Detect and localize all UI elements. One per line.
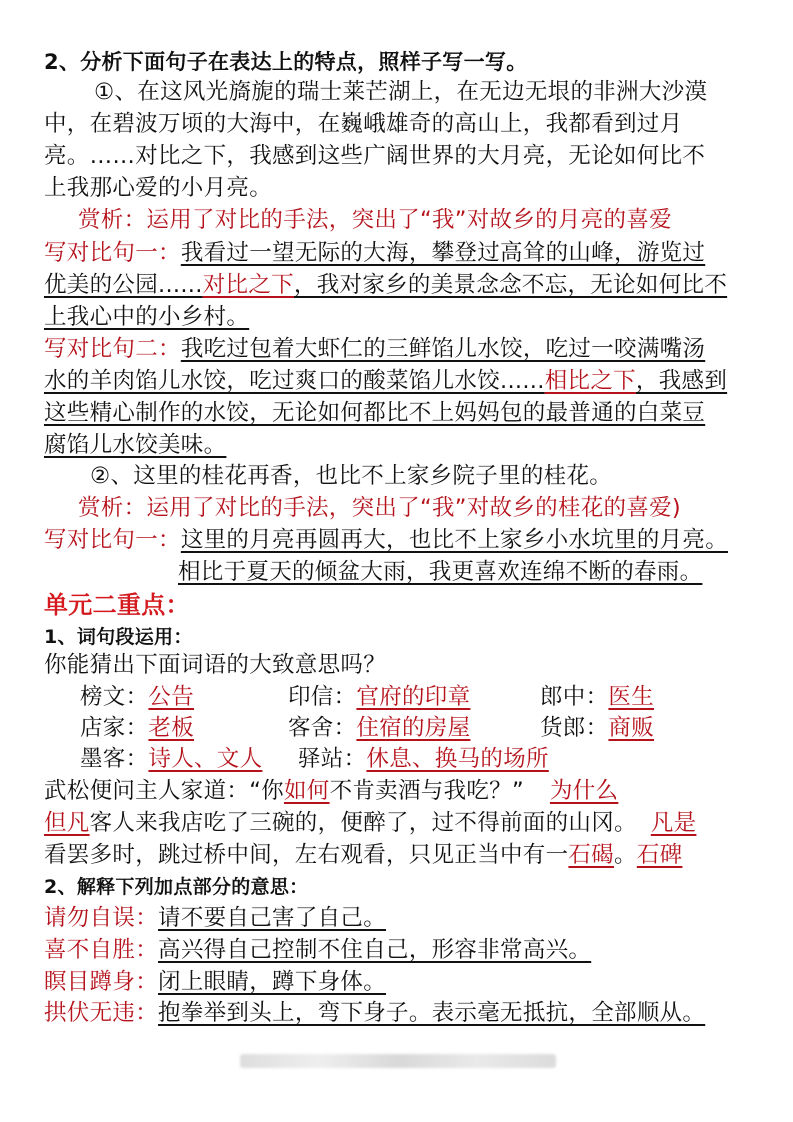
example-1-line-1: ①、在这风光旖旎的瑞士莱芒湖上，在无边无垠的非洲大沙漠 (94, 79, 708, 105)
write-sentence-2-text-c: 这些精心制作的水饺，无论如何都比不上妈妈包的最普通的白菜豆 (44, 400, 706, 426)
passage-highlight: 但凡 (44, 810, 90, 836)
vocab-term: 货郎： (540, 715, 609, 741)
unit-2-subheading-2: 2、解释下列加点部分的意思： (44, 876, 309, 898)
passage-text: 客人来我店吃了三碗的，便醉了，过不得前面的山冈。 (89, 810, 637, 836)
example-1-line-3: 亮。……对比之下，我感到这些广阔世界的大月亮，无论如何比不 (44, 143, 706, 169)
write-sentence-1-label: 写对比句一： (44, 240, 181, 266)
write-sentence-3-line-1 (44, 525, 728, 555)
vocab-term: 郎中： (540, 684, 609, 710)
vocab-meaning: 诗人、文人 (148, 746, 263, 772)
idiom-item (44, 967, 386, 997)
vocab-meaning: 住宿的房屋 (356, 715, 471, 741)
vocab-item (80, 713, 194, 743)
idiom-meaning: 请不要自己害了自己。 (158, 905, 387, 931)
idiom-term: 瞑目蹲身： (44, 969, 159, 995)
vocab-item (540, 713, 654, 743)
idiom-meaning: 抱拳举到头上，弯下身子。表示毫无抵抗，全部顺从。 (158, 1000, 706, 1026)
write-sentence-2-label: 写对比句二： (44, 336, 181, 362)
passage-text: 武松便问主人家道：“你 (44, 778, 284, 804)
write-sentence-3-label: 写对比句一： (44, 527, 181, 553)
vocab-meaning: 商贩 (608, 715, 655, 741)
vocab-item (288, 713, 470, 743)
passage-highlight: 如何 (283, 778, 330, 804)
vocab-term: 榜文： (80, 684, 149, 710)
vocab-term: 印信： (288, 684, 357, 710)
write-sentence-2-line-1 (44, 334, 705, 364)
vocab-meaning: 公告 (148, 684, 195, 710)
example-1-line-4: 上我那心爱的小月亮。 (44, 175, 273, 201)
write-sentence-2-highlight: 相比之下 (544, 368, 636, 394)
idiom-meaning: 闭上眼睛，蹲下身体。 (158, 969, 387, 995)
passage-answer: 石碑 (636, 842, 683, 868)
vocab-meaning: 官府的印章 (356, 684, 471, 710)
passage-line-3 (44, 840, 682, 870)
idiom-item (44, 903, 386, 933)
write-sentence-3-text-b: 相比于夏天的倾盆大雨，我更喜欢连绵不断的春雨。 (178, 559, 703, 585)
vocab-item (540, 682, 654, 712)
idiom-item (44, 935, 591, 965)
vocab-item (298, 744, 549, 774)
idiom-term: 请勿自误： (44, 905, 159, 931)
write-sentence-1-text-a: 我看过一望无际的大海，攀登过高耸的山峰，游览过 (180, 240, 706, 266)
write-sentence-2-text-d: 腐馅儿水饺美味。 (44, 432, 227, 458)
write-sentence-1-line-1 (44, 238, 705, 268)
idiom-item (44, 998, 705, 1028)
vocab-question: 你能猜出下面词语的大致意思吗？ (44, 652, 387, 678)
write-sentence-1-text-b3: ，我对家乡的美景念念不忘，无论如何比不 (293, 272, 728, 298)
appreciation-2: 赏析：运用了对比的手法，突出了“我”对故乡的桂花的喜爱) (78, 495, 681, 521)
write-sentence-1-line-2 (44, 270, 727, 300)
write-sentence-2-text-b3: ，我感到 (635, 368, 728, 394)
passage-line-2 (44, 808, 696, 838)
vocab-term: 客舍： (288, 715, 357, 741)
idiom-term: 喜不自胜： (44, 937, 159, 963)
passage-answer: 凡是 (650, 810, 697, 836)
passage-text: 。 (614, 842, 637, 868)
idiom-meaning: 高兴得自己控制不住自己，形容非常高兴。 (158, 937, 592, 963)
blurred-footer-watermark (240, 1054, 556, 1068)
write-sentence-2-text-b1: 水的羊肉馅儿水饺，吃过爽口的酸菜馅儿水饺...... (44, 368, 545, 394)
vocab-term: 墨客： (80, 746, 149, 772)
section-2-title: 2、分析下面句子在表达上的特点，照样子写一写。 (44, 50, 528, 74)
vocab-item (80, 682, 194, 712)
vocab-item (288, 682, 470, 712)
vocab-meaning: 老板 (148, 715, 195, 741)
appreciation-1: 赏析：运用了对比的手法，突出了“我”对故乡的月亮的喜爱 (78, 207, 672, 233)
unit-2-subheading-1: 1、词句段运用： (44, 626, 193, 648)
write-sentence-2-line-4 (44, 430, 226, 460)
idiom-term: 拱伏无违： (44, 1000, 159, 1026)
vocab-meaning: 医生 (608, 684, 655, 710)
vocab-term: 店家： (80, 715, 149, 741)
unit-2-title: 单元二重点： (44, 591, 190, 619)
passage-highlight: 石碣 (568, 842, 615, 868)
write-sentence-1-highlight: 对比之下 (202, 272, 294, 298)
passage-answer: 为什么 (549, 778, 619, 804)
passage-line-1 (44, 776, 618, 806)
write-sentence-1-text-c: 上我心中的小乡村。 (44, 304, 250, 330)
write-sentence-2-line-2 (44, 366, 727, 396)
example-1-line-2: 中，在碧波万顷的大海中，在巍峨雄奇的高山上，我都看到过月 (44, 111, 683, 137)
passage-text: 不肯卖酒与我吃？” (329, 778, 524, 804)
write-sentence-1-text-b1: 优美的公园...... (44, 272, 203, 298)
vocab-term: 驿站： (298, 746, 367, 772)
write-sentence-3-text-a: 这里的月亮再圆再大，也比不上家乡小水坑里的月亮。 (180, 527, 729, 553)
vocab-meaning: 休息、换马的场所 (366, 746, 549, 772)
write-sentence-2-text-a: 我吃过包着大虾仁的三鲜馅儿水饺，吃过一咬满嘴汤 (180, 336, 706, 362)
write-sentence-2-line-3 (44, 398, 705, 428)
write-sentence-1-line-3 (44, 302, 249, 332)
write-sentence-3-line-2 (178, 557, 702, 587)
passage-text: 看罢多时，跳过桥中间，左右观看，只见正当中有一 (44, 842, 569, 868)
vocab-item (80, 744, 262, 774)
example-2: ②、这里的桂花再香，也比不上家乡院子里的桂花。 (90, 463, 613, 489)
